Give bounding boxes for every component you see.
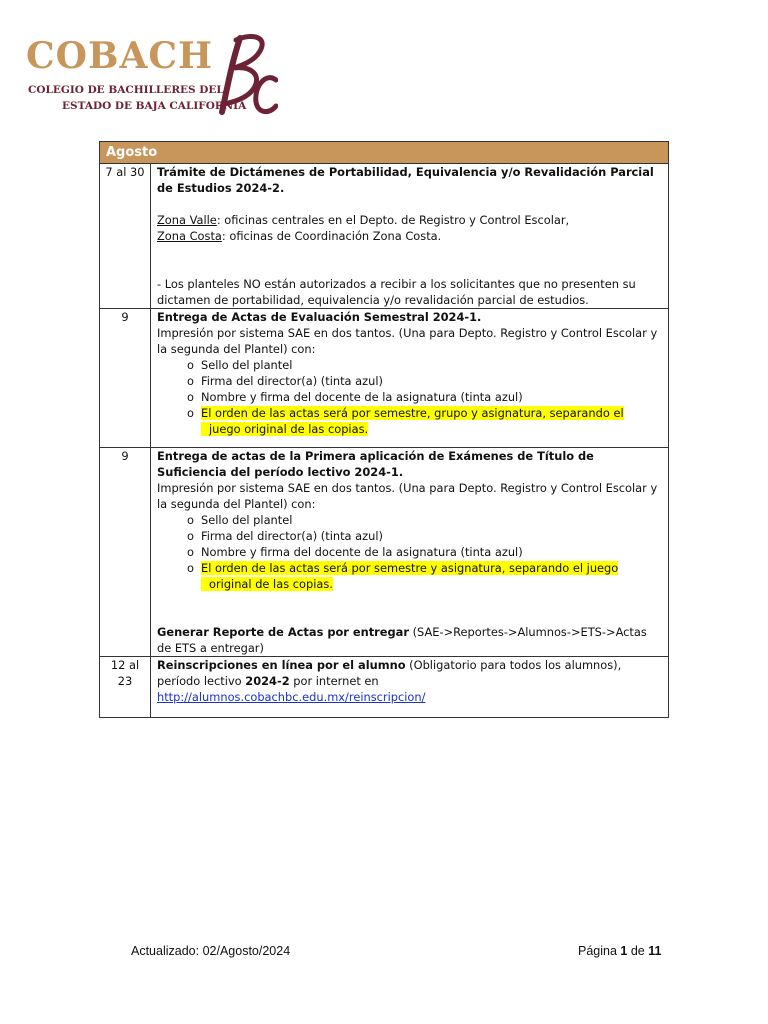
logo-line-1: COLEGIO DE BACHILLERES DEL [28, 84, 224, 96]
row-content [151, 309, 669, 448]
list-item: o Nombre y firma del docente de la asignatura (tinta azul) [187, 544, 664, 560]
page-prefix: Página [578, 944, 621, 958]
page-total: 11 [648, 944, 662, 958]
highlight-text: juego original de las copias. [201, 422, 368, 436]
requirements-list [157, 512, 664, 592]
row-date: 9 [100, 448, 151, 657]
row-content [151, 657, 669, 718]
row-content [151, 164, 669, 309]
list-item: o Firma del director(a) (tinta azul) [187, 373, 664, 389]
table-row [100, 309, 669, 448]
highlight-text: El orden de las actas será por semestre y asignatura, separando el juego [201, 561, 619, 575]
report-line [157, 624, 664, 656]
row-title: Entrega de Actas de Evaluación Semestral 2024-1. [157, 310, 482, 324]
list-item-highlighted [187, 560, 664, 592]
reinscription-link[interactable]: http://alumnos.cobachbc.edu.mx/reinscripcion/ [157, 690, 426, 704]
list-item: o Sello del plantel [187, 512, 664, 528]
row-date: 12 al 23 [100, 657, 151, 718]
table-row [100, 164, 669, 309]
row-title: Entrega de actas de la Primera aplicación de Exámenes de Título de Suficiencia del período lectivo 2024-1. [157, 449, 594, 479]
bc-monogram-icon [214, 32, 278, 118]
table-row [100, 448, 669, 657]
reinscription-line-1 [157, 657, 664, 673]
cobach-logo [26, 32, 276, 122]
row-title-rest: (Obligatorio para todos los alumnos), [405, 658, 622, 672]
list-item: o Sello del plantel [187, 357, 664, 373]
highlight-text: original de las copias. [201, 577, 333, 591]
zona-costa-text: : oficinas de Coordinación Zona Costa. [221, 229, 442, 243]
period-label: período lectivo [157, 674, 246, 688]
table-row [100, 657, 669, 718]
highlight-text: El orden de las actas será por semestre, grupo y asignatura, separando el [201, 406, 624, 420]
zona-valle-text: : oficinas centrales en el Depto. de Registro y Control Escolar, [216, 213, 570, 227]
calendar-table [99, 141, 669, 718]
zona-valle-label: Zona Valle [157, 213, 217, 227]
row-title: Trámite de Dictámenes de Portabilidad, Equivalencia y/o Revalidación Parcial de Estudios 2024-2. [157, 165, 654, 195]
list-item-highlighted [187, 405, 664, 437]
zona-costa-label: Zona Costa [157, 229, 222, 243]
list-item: o Firma del director(a) (tinta azul) [187, 528, 664, 544]
row-intro: Impresión por sistema SAE en dos tantos. (Una para Depto. Registro y Control Escolar y la segunda del Plantel) con: [157, 481, 658, 511]
report-bold: Generar Reporte de Actas por entregar [157, 625, 409, 639]
page-number [578, 944, 661, 958]
page-separator: de [627, 944, 649, 958]
month-header-row [100, 142, 669, 164]
period-rest: por internet en [289, 674, 379, 688]
month-header: Agosto [100, 142, 669, 164]
row-date: 7 al 30 [100, 164, 151, 309]
row-note: - Los planteles NO están autorizados a recibir a los solicitantes que no presenten su dictamen de portabilidad, equivalencia y/o revalidación parcial de estudios. [157, 277, 636, 307]
zona-costa-line [157, 228, 664, 244]
period-value: 2024-2 [245, 674, 290, 688]
row-date: 9 [100, 309, 151, 448]
row-title: Reinscripciones en línea por el alumno [157, 658, 406, 672]
logo-wordmark: COBACH [26, 35, 214, 77]
row-content [151, 448, 669, 657]
reinscription-line-2 [157, 673, 664, 689]
requirements-list [157, 357, 664, 437]
logo-line-2: ESTADO DE BAJA CALIFORNIA [62, 100, 247, 112]
page-current: 1 [620, 944, 628, 958]
updated-date: Actualizado: 02/Agosto/2024 [131, 944, 291, 958]
row-intro: Impresión por sistema SAE en dos tantos. (Una para Depto. Registro y Control Escolar y la segunda del Plantel) con: [157, 326, 658, 356]
zona-valle-line [157, 212, 664, 228]
list-item: o Nombre y firma del docente de la asignatura (tinta azul) [187, 389, 664, 405]
report-text: (SAE->Reportes->Alumnos->ETS->Actas de ETS a entregar) [157, 625, 647, 655]
